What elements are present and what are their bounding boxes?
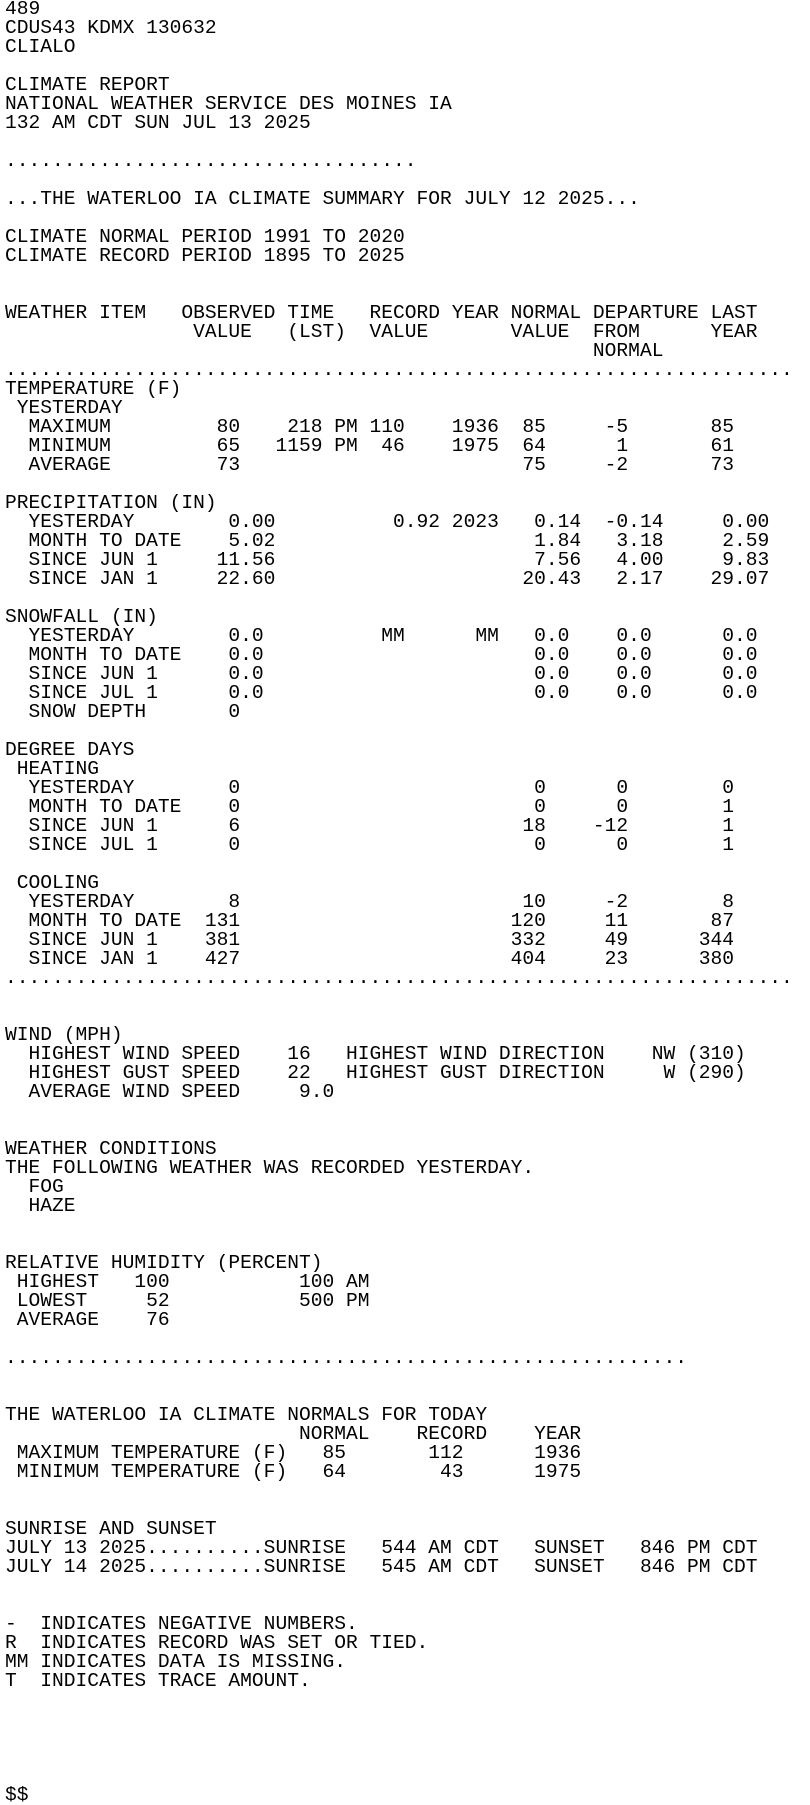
report-line: LOWEST 52 500 PM	[5, 1290, 370, 1312]
report-line: CLIMATE RECORD PERIOD 1895 TO 2025	[5, 245, 405, 267]
report-line: HIGHEST WIND SPEED 16 HIGHEST WIND DIRECTION NW (310)	[5, 1043, 746, 1065]
report-line: SINCE JAN 1 22.60 20.43 2.17 29.07	[5, 568, 770, 590]
report-line: ...................................	[5, 150, 417, 172]
report-line: 489	[5, 0, 41, 20]
report-line: WIND (MPH)	[5, 1024, 123, 1046]
report-line: SINCE JUL 1 0 0 0 1	[5, 834, 735, 856]
report-line: MONTH TO DATE 131 120 11 87	[5, 910, 735, 932]
report-line: YESTERDAY	[5, 397, 123, 419]
report-line: NORMAL RECORD YEAR	[5, 1423, 582, 1445]
report-line: MINIMUM TEMPERATURE (F) 64 43 1975	[5, 1461, 582, 1483]
report-line: FOG	[5, 1176, 64, 1198]
report-line: SINCE JUL 1 0.0 0.0 0.0 0.0	[5, 682, 758, 704]
report-line: THE WATERLOO IA CLIMATE NORMALS FOR TODAY	[5, 1404, 488, 1426]
report-line: AVERAGE 73 75 -2 73	[5, 454, 735, 476]
report-line: 132 AM CDT SUN JUL 13 2025	[5, 112, 311, 134]
report-line: JULY 14 2025..........SUNRISE 545 AM CDT SUNSET 846 PM CDT	[5, 1556, 758, 1578]
report-line: WEATHER ITEM OBSERVED TIME RECORD YEAR NORMAL DEPARTURE LAST	[5, 302, 758, 324]
report-line	[5, 1767, 810, 1786]
report-line: YESTERDAY 0 0 0 0	[5, 777, 735, 799]
report-line	[5, 1368, 810, 1387]
report-line: SINCE JUN 1 381 332 49 344	[5, 929, 735, 951]
report-line	[5, 1102, 810, 1121]
report-line: SINCE JAN 1 427 404 23 380	[5, 948, 735, 970]
report-line: ...................................................................	[5, 967, 793, 989]
report-line: T INDICATES TRACE AMOUNT.	[5, 1670, 311, 1692]
report-line: CDUS43 KDMX 130632	[5, 17, 217, 39]
report-line: ...................................................................	[5, 359, 793, 381]
report-line: AVERAGE 76	[5, 1309, 170, 1331]
report-line: SNOW DEPTH 0	[5, 701, 241, 723]
report-line	[5, 266, 810, 285]
report-line: MINIMUM 65 1159 PM 46 1975 64 1 61	[5, 435, 735, 457]
report-line: CLIMATE NORMAL PERIOD 1991 TO 2020	[5, 226, 405, 248]
report-line: $$	[5, 1784, 29, 1805]
report-line: NATIONAL WEATHER SERVICE DES MOINES IA	[5, 93, 452, 115]
report-line: CLIALO	[5, 36, 76, 58]
report-line: - INDICATES NEGATIVE NUMBERS.	[5, 1613, 358, 1635]
report-line: HAZE	[5, 1195, 76, 1217]
report-line: VALUE (LST) VALUE VALUE FROM YEAR	[5, 321, 758, 343]
report-line: MAXIMUM TEMPERATURE (F) 85 112 1936	[5, 1442, 582, 1464]
report-line	[5, 1710, 810, 1729]
report-line: HIGHEST GUST SPEED 22 HIGHEST GUST DIRECTION W (290)	[5, 1062, 746, 1084]
report-line: COOLING	[5, 872, 100, 894]
report-line: SINCE JUN 1 11.56 7.56 4.00 9.83	[5, 549, 770, 571]
report-line: ...THE WATERLOO IA CLIMATE SUMMARY FOR JULY 12 2025...	[5, 188, 640, 210]
report-line: SNOWFALL (IN)	[5, 606, 158, 628]
report-line	[5, 1007, 810, 1026]
report-line: SUNRISE AND SUNSET	[5, 1518, 217, 1540]
report-line: CLIMATE REPORT	[5, 74, 170, 96]
report-line: MM INDICATES DATA IS MISSING.	[5, 1651, 346, 1673]
report-line: NORMAL	[5, 340, 664, 362]
report-line: HIGHEST 100 100 AM	[5, 1271, 370, 1293]
report-line: RELATIVE HUMIDITY (PERCENT)	[5, 1252, 323, 1274]
report-line: AVERAGE WIND SPEED 9.0	[5, 1081, 335, 1103]
report-line: JULY 13 2025..........SUNRISE 544 AM CDT SUNSET 846 PM CDT	[5, 1537, 758, 1559]
report-line	[5, 1482, 810, 1501]
report-line: PRECIPITATION (IN)	[5, 492, 217, 514]
report-line: TEMPERATURE (F)	[5, 378, 182, 400]
report-line	[5, 1216, 810, 1235]
report-line	[5, 1691, 810, 1710]
report-line: HEATING	[5, 758, 100, 780]
report-line: MAXIMUM 80 218 PM 110 1936 85 -5 85	[5, 416, 735, 438]
report-line	[5, 1748, 810, 1767]
report-line: WEATHER CONDITIONS	[5, 1138, 217, 1160]
report-line: MONTH TO DATE 0.0 0.0 0.0 0.0	[5, 644, 758, 666]
report-line: YESTERDAY 0.00 0.92 2023 0.14 -0.14 0.00	[5, 511, 770, 533]
report-line: SINCE JUN 1 0.0 0.0 0.0 0.0	[5, 663, 758, 685]
report-line: THE FOLLOWING WEATHER WAS RECORDED YESTERDAY.	[5, 1157, 535, 1179]
report-line: SINCE JUN 1 6 18 -12 1	[5, 815, 735, 837]
report-line: YESTERDAY 0.0 MM MM 0.0 0.0 0.0	[5, 625, 758, 647]
report-line: ..........................................................	[5, 1347, 687, 1369]
report-line: R INDICATES RECORD WAS SET OR TIED.	[5, 1632, 429, 1654]
report-line: YESTERDAY 8 10 -2 8	[5, 891, 735, 913]
report-line	[5, 988, 810, 1007]
report-line	[5, 1577, 810, 1596]
report-line	[5, 855, 810, 874]
report-line: DEGREE DAYS	[5, 739, 135, 761]
report-line	[5, 1729, 810, 1748]
report-line: MONTH TO DATE 5.02 1.84 3.18 2.59	[5, 530, 770, 552]
report-line: MONTH TO DATE 0 0 0 1	[5, 796, 735, 818]
